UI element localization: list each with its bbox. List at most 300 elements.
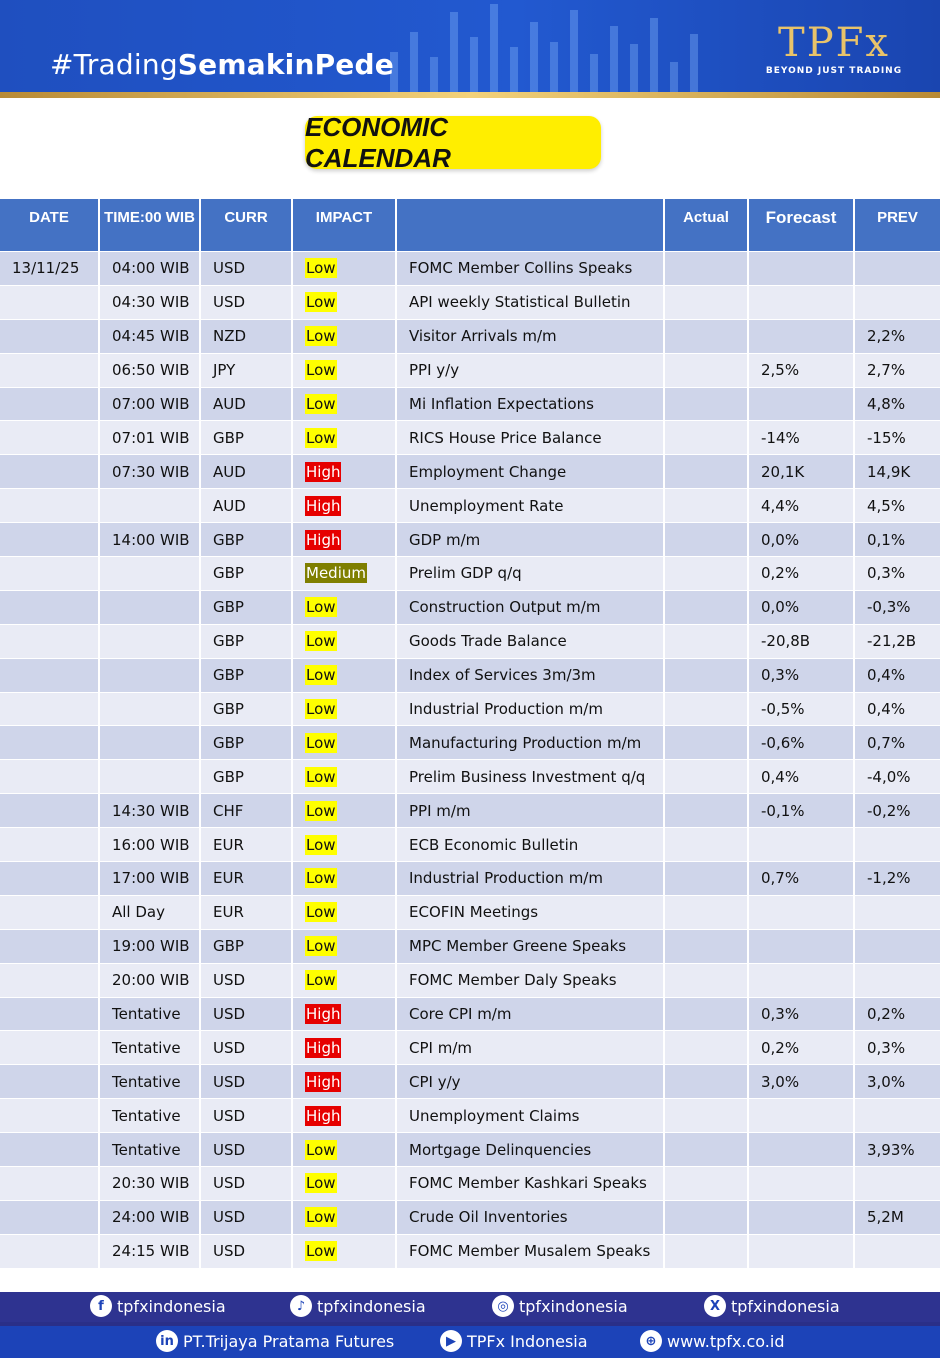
event-cell — [397, 760, 665, 793]
table-row — [0, 1064, 940, 1098]
prev-cell-text: 0,4% — [867, 700, 906, 719]
impact-badge: High — [306, 1005, 341, 1024]
event-cell — [397, 1167, 665, 1200]
event-cell — [397, 625, 665, 658]
impact-badge: Low — [306, 666, 336, 685]
event-cell — [397, 1031, 665, 1064]
impact-badge: Low — [306, 395, 336, 413]
time-cell-text: 04:00 WIB — [112, 259, 190, 278]
forecast-cell-text: 0,3% — [761, 666, 800, 685]
time-cell — [100, 794, 201, 827]
event-cell — [397, 1235, 665, 1268]
currency-cell — [201, 388, 293, 421]
event-cell-text: Industrial Production m/m — [409, 869, 603, 888]
impact-cell — [293, 964, 397, 997]
impact-cell — [293, 998, 397, 1031]
prev-cell — [855, 421, 940, 454]
time-cell — [100, 591, 201, 624]
currency-cell — [201, 455, 293, 488]
forecast-cell-text: 3,0% — [761, 1072, 800, 1091]
event-cell-text: MPC Member Greene Speaks — [409, 937, 627, 956]
impact-cell — [293, 659, 397, 692]
actual-cell — [665, 625, 749, 658]
currency-cell-text: GBP — [213, 666, 244, 685]
event-cell-text: Employment Change — [409, 462, 567, 481]
event-cell-text: Manufacturing Production m/m — [409, 733, 642, 752]
event-cell-text: CPI m/m — [409, 1038, 472, 1057]
event-cell-text: Core CPI m/m — [409, 1005, 512, 1024]
actual-cell — [665, 1099, 749, 1132]
chart-decoration — [380, 0, 800, 92]
forecast-cell — [749, 726, 855, 759]
actual-cell — [665, 659, 749, 692]
brand-logo — [764, 22, 904, 76]
date-cell — [0, 489, 100, 522]
time-cell — [100, 557, 201, 590]
forecast-cell — [749, 760, 855, 793]
impact-cell — [293, 489, 397, 522]
currency-cell — [201, 1133, 293, 1166]
time-cell-text: 14:30 WIB — [112, 801, 190, 820]
prev-cell — [855, 1099, 940, 1132]
currency-cell-text: USD — [213, 293, 246, 312]
time-cell — [100, 388, 201, 421]
table-row — [0, 454, 940, 488]
date-cell — [0, 286, 100, 319]
currency-cell — [201, 252, 293, 285]
date-cell — [0, 625, 100, 658]
time-cell — [100, 489, 201, 522]
event-cell-text: Unemployment Claims — [409, 1106, 580, 1125]
youtube-name: TPFx Indonesia — [467, 1331, 588, 1351]
table-row — [0, 522, 940, 556]
time-cell — [100, 286, 201, 319]
time-cell-text: All Day — [112, 903, 165, 922]
header-banner — [0, 0, 940, 98]
time-cell — [100, 455, 201, 488]
impact-cell — [293, 591, 397, 624]
impact-cell — [293, 760, 397, 793]
instagram-icon: ◎ — [492, 1295, 514, 1317]
actual-cell — [665, 1031, 749, 1064]
impact-badge: Low — [306, 293, 336, 312]
currency-cell-text: GBP — [213, 700, 244, 719]
actual-cell — [665, 455, 749, 488]
impact-badge: Low — [306, 733, 336, 752]
currency-cell-text: GBP — [213, 632, 244, 651]
currency-cell — [201, 1031, 293, 1064]
currency-cell-text: GBP — [213, 564, 244, 583]
table-row — [0, 251, 940, 285]
economic-calendar-table — [0, 199, 940, 1268]
prev-cell — [855, 828, 940, 861]
prev-cell-text: 0,4% — [867, 666, 906, 685]
logo-mark: TPFx — [778, 20, 890, 66]
time-cell-text: Tentative — [112, 1005, 181, 1024]
footer — [0, 1292, 940, 1358]
currency-cell — [201, 1065, 293, 1098]
time-cell — [100, 421, 201, 454]
event-cell — [397, 659, 665, 692]
table-row — [0, 420, 940, 454]
time-cell-text: 04:30 WIB — [112, 293, 190, 312]
prev-cell — [855, 455, 940, 488]
table-row — [0, 963, 940, 997]
currency-cell-text: USD — [213, 1072, 246, 1091]
currency-cell — [201, 1167, 293, 1200]
prev-cell — [855, 964, 940, 997]
impact-badge: Low — [306, 361, 336, 380]
impact-badge: Low — [306, 937, 336, 956]
prev-cell-text: -0,3% — [867, 598, 911, 617]
linkedin-icon: in — [156, 1330, 178, 1352]
impact-badge: Low — [306, 428, 336, 447]
currency-cell-text: AUD — [213, 462, 246, 481]
prev-cell — [855, 760, 940, 793]
time-cell — [100, 252, 201, 285]
currency-cell — [201, 1099, 293, 1132]
prev-cell-text: -15% — [867, 428, 906, 447]
event-cell-text: Visitor Arrivals m/m — [409, 327, 557, 346]
event-cell-text: RICS House Price Balance — [409, 428, 602, 447]
currency-cell-text: USD — [213, 1038, 246, 1057]
event-cell-text: Unemployment Rate — [409, 496, 564, 515]
forecast-cell-text: 0,0% — [761, 598, 800, 617]
column-header-time: TIME:00 WIB — [100, 199, 201, 251]
time-cell — [100, 523, 201, 556]
date-cell — [0, 1133, 100, 1166]
actual-cell — [665, 964, 749, 997]
impact-badge: Low — [306, 259, 336, 278]
forecast-cell-text: 20,1K — [761, 462, 805, 481]
currency-cell — [201, 828, 293, 861]
forecast-cell — [749, 625, 855, 658]
forecast-cell — [749, 354, 855, 387]
prev-cell-text: 0,1% — [867, 530, 906, 549]
currency-cell-text: NZD — [213, 327, 247, 346]
tiktok-link[interactable] — [290, 1295, 426, 1317]
prev-cell-text: 4,8% — [867, 395, 906, 413]
time-cell — [100, 862, 201, 895]
currency-cell-text: USD — [213, 1174, 246, 1193]
table-row — [0, 861, 940, 895]
logo-tagline: BEYOND JUST TRADING — [765, 66, 903, 76]
prev-cell-text: 5,2M — [867, 1208, 904, 1227]
forecast-cell — [749, 421, 855, 454]
impact-badge: Low — [306, 327, 336, 346]
currency-cell-text: USD — [213, 1208, 246, 1227]
time-cell — [100, 625, 201, 658]
impact-cell — [293, 862, 397, 895]
prev-cell-text: 3,93% — [867, 1140, 915, 1159]
impact-badge: High — [306, 530, 341, 549]
linkedin-name: PT.Trijaya Pratama Futures — [183, 1331, 395, 1351]
currency-cell — [201, 320, 293, 353]
event-cell — [397, 794, 665, 827]
date-cell — [0, 523, 100, 556]
prev-cell — [855, 1235, 940, 1268]
event-cell — [397, 1133, 665, 1166]
x-link[interactable] — [704, 1295, 840, 1317]
prev-cell-text: 3,0% — [867, 1072, 906, 1091]
event-cell — [397, 489, 665, 522]
impact-badge: Low — [306, 1140, 336, 1159]
prev-cell — [855, 252, 940, 285]
forecast-cell-text: 0,3% — [761, 1005, 800, 1024]
actual-cell — [665, 862, 749, 895]
impact-badge: Low — [306, 1208, 336, 1227]
column-header-date: DATE — [0, 199, 100, 251]
forecast-cell-text: -0,6% — [761, 733, 805, 752]
x-handle: tpfxindonesia — [731, 1296, 840, 1316]
actual-cell — [665, 320, 749, 353]
event-cell — [397, 388, 665, 421]
currency-cell — [201, 557, 293, 590]
prev-cell — [855, 388, 940, 421]
currency-cell-text: GBP — [213, 428, 244, 447]
forecast-cell — [749, 286, 855, 319]
event-cell — [397, 1201, 665, 1234]
forecast-cell — [749, 1167, 855, 1200]
date-cell — [0, 896, 100, 929]
column-header-event — [397, 199, 665, 251]
prev-cell — [855, 557, 940, 590]
forecast-cell — [749, 930, 855, 963]
prev-cell-text: -0,2% — [867, 801, 911, 820]
currency-cell — [201, 354, 293, 387]
impact-cell — [293, 252, 397, 285]
actual-cell — [665, 726, 749, 759]
currency-cell — [201, 998, 293, 1031]
event-cell-text: FOMC Member Daly Speaks — [409, 971, 617, 990]
prev-cell — [855, 794, 940, 827]
actual-cell — [665, 489, 749, 522]
event-cell — [397, 421, 665, 454]
currency-cell-text: USD — [213, 1106, 246, 1125]
forecast-cell — [749, 1099, 855, 1132]
actual-cell — [665, 421, 749, 454]
event-cell-text: Prelim GDP q/q — [409, 564, 522, 583]
prev-cell-text: -1,2% — [867, 869, 911, 888]
time-cell-text: Tentative — [112, 1038, 181, 1057]
time-cell-text: Tentative — [112, 1140, 181, 1159]
event-cell-text: Mi Inflation Expectations — [409, 395, 594, 413]
date-cell — [0, 388, 100, 421]
prev-cell — [855, 1201, 940, 1234]
forecast-cell — [749, 828, 855, 861]
impact-badge: Medium — [306, 564, 366, 583]
prev-cell-text: 0,3% — [867, 564, 906, 583]
time-cell-text: 04:45 WIB — [112, 327, 190, 346]
column-header-actual: Actual — [665, 199, 749, 251]
impact-cell — [293, 896, 397, 929]
event-cell — [397, 726, 665, 759]
event-cell-text: GDP m/m — [409, 530, 481, 549]
table-row — [0, 624, 940, 658]
time-cell — [100, 1065, 201, 1098]
forecast-cell-text: -0,5% — [761, 700, 805, 719]
table-row — [0, 759, 940, 793]
time-cell — [100, 1133, 201, 1166]
time-cell-text: 14:00 WIB — [112, 530, 190, 549]
facebook-icon: f — [90, 1295, 112, 1317]
actual-cell — [665, 760, 749, 793]
prev-cell — [855, 1031, 940, 1064]
prev-cell-text: 2,7% — [867, 361, 906, 380]
forecast-cell — [749, 1133, 855, 1166]
table-row — [0, 725, 940, 759]
time-cell — [100, 930, 201, 963]
table-row — [0, 1234, 940, 1268]
date-cell — [0, 693, 100, 726]
actual-cell — [665, 998, 749, 1031]
actual-cell — [665, 252, 749, 285]
impact-cell — [293, 726, 397, 759]
forecast-cell-text: 0,0% — [761, 530, 800, 549]
prev-cell-text: 0,2% — [867, 1005, 906, 1024]
currency-cell — [201, 659, 293, 692]
prev-cell — [855, 896, 940, 929]
forecast-cell — [749, 794, 855, 827]
impact-badge: High — [306, 1072, 341, 1091]
website-url: www.tpfx.co.id — [667, 1331, 785, 1351]
currency-cell — [201, 693, 293, 726]
time-cell — [100, 1201, 201, 1234]
tiktok-handle: tpfxindonesia — [317, 1296, 426, 1316]
event-cell — [397, 930, 665, 963]
table-row — [0, 556, 940, 590]
prev-cell — [855, 1167, 940, 1200]
impact-cell — [293, 1201, 397, 1234]
time-cell-text: 24:00 WIB — [112, 1208, 190, 1227]
date-cell — [0, 862, 100, 895]
currency-cell-text: USD — [213, 1140, 246, 1159]
column-header-forecast: Forecast — [749, 199, 855, 251]
forecast-cell — [749, 557, 855, 590]
table-row — [0, 1098, 940, 1132]
table-row — [0, 895, 940, 929]
table-row — [0, 488, 940, 522]
currency-cell — [201, 523, 293, 556]
impact-cell — [293, 320, 397, 353]
actual-cell — [665, 794, 749, 827]
linkedin-link[interactable] — [156, 1330, 394, 1352]
time-cell-text: 17:00 WIB — [112, 869, 190, 888]
currency-cell — [201, 286, 293, 319]
impact-cell — [293, 1235, 397, 1268]
prev-cell — [855, 998, 940, 1031]
date-cell — [0, 794, 100, 827]
table-row — [0, 1166, 940, 1200]
table-header — [0, 199, 940, 251]
impact-badge: Low — [306, 767, 336, 786]
prev-cell-text: -4,0% — [867, 767, 911, 786]
facebook-link[interactable] — [90, 1295, 226, 1317]
actual-cell — [665, 388, 749, 421]
facebook-handle: tpfxindonesia — [117, 1296, 226, 1316]
instagram-link[interactable] — [492, 1295, 628, 1317]
table-row — [0, 692, 940, 726]
event-cell — [397, 354, 665, 387]
date-cell — [0, 1201, 100, 1234]
table-body — [0, 251, 940, 1268]
tiktok-icon: ♪ — [290, 1295, 312, 1317]
impact-cell — [293, 794, 397, 827]
prev-cell — [855, 930, 940, 963]
event-cell — [397, 998, 665, 1031]
website-link[interactable] — [640, 1330, 784, 1352]
time-cell-text: 20:00 WIB — [112, 971, 190, 990]
forecast-cell-text: 0,7% — [761, 869, 800, 888]
currency-cell — [201, 896, 293, 929]
impact-badge: Low — [306, 835, 336, 854]
date-cell — [0, 1065, 100, 1098]
impact-badge: Low — [306, 632, 336, 651]
forecast-cell — [749, 998, 855, 1031]
prev-cell-text: 0,3% — [867, 1038, 906, 1057]
currency-cell-text: AUD — [213, 496, 246, 515]
time-cell — [100, 693, 201, 726]
event-cell-text: FOMC Member Kashkari Speaks — [409, 1174, 647, 1193]
impact-cell — [293, 930, 397, 963]
date-cell — [0, 455, 100, 488]
forecast-cell — [749, 455, 855, 488]
youtube-link[interactable] — [440, 1330, 588, 1352]
event-cell — [397, 828, 665, 861]
date-cell — [0, 726, 100, 759]
currency-cell — [201, 726, 293, 759]
event-cell — [397, 286, 665, 319]
time-cell-text: 20:30 WIB — [112, 1174, 190, 1193]
currency-cell-text: AUD — [213, 395, 246, 413]
time-cell-text: 06:50 WIB — [112, 361, 190, 380]
date-cell — [0, 354, 100, 387]
prev-cell-text: 2,2% — [867, 327, 906, 346]
currency-cell — [201, 421, 293, 454]
column-header-currency: CURR — [201, 199, 293, 251]
event-cell — [397, 1099, 665, 1132]
date-cell — [0, 964, 100, 997]
time-cell-text: 07:01 WIB — [112, 428, 190, 447]
forecast-cell — [749, 1235, 855, 1268]
impact-badge: Low — [306, 903, 336, 922]
time-cell-text: 24:15 WIB — [112, 1242, 190, 1261]
event-cell-text: Goods Trade Balance — [409, 632, 567, 651]
currency-cell-text: GBP — [213, 937, 244, 956]
prev-cell — [855, 320, 940, 353]
forecast-cell-text: 0,2% — [761, 564, 800, 583]
prev-cell — [855, 1065, 940, 1098]
table-row — [0, 793, 940, 827]
event-cell-text: Crude Oil Inventories — [409, 1208, 568, 1227]
date-cell — [0, 591, 100, 624]
forecast-cell — [749, 252, 855, 285]
currency-cell — [201, 591, 293, 624]
date-cell — [0, 1235, 100, 1268]
page-title: ECONOMIC CALENDAR — [305, 116, 601, 169]
currency-cell-text: JPY — [213, 361, 236, 380]
impact-cell — [293, 557, 397, 590]
event-cell — [397, 557, 665, 590]
impact-badge: Low — [306, 1242, 336, 1261]
currency-cell-text: USD — [213, 1005, 246, 1024]
currency-cell — [201, 794, 293, 827]
forecast-cell-text: -0,1% — [761, 801, 805, 820]
time-cell — [100, 1167, 201, 1200]
impact-cell — [293, 286, 397, 319]
event-cell-text: PPI y/y — [409, 361, 460, 380]
actual-cell — [665, 896, 749, 929]
